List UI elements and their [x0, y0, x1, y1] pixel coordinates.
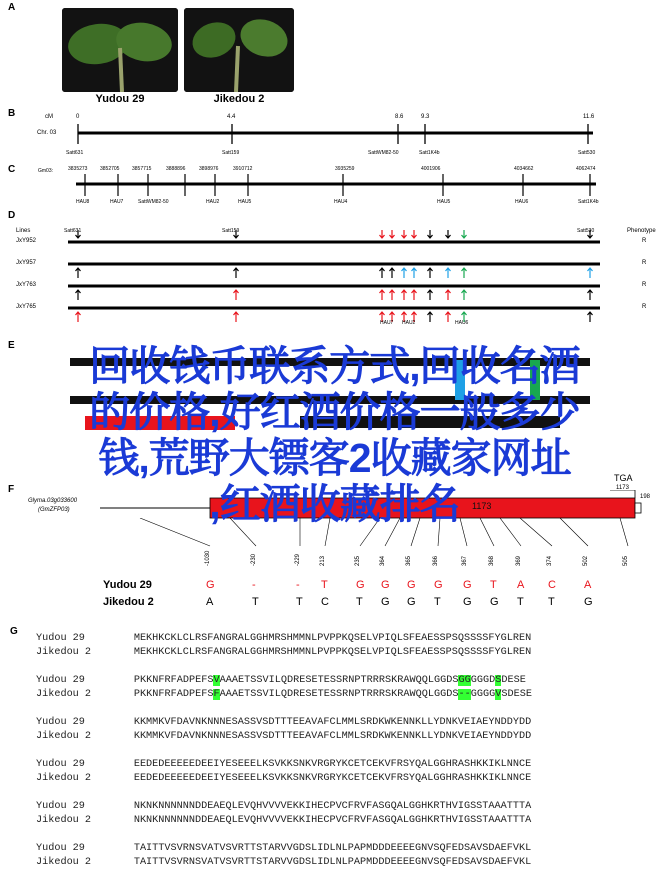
- marker-arrow-icon: [234, 268, 239, 278]
- allele-yudou: C: [548, 579, 556, 591]
- coord-label: 4062474: [576, 166, 596, 172]
- marker-arrow-icon: [428, 290, 433, 300]
- alignment-row: [36, 716, 531, 730]
- allele-jikedou: G: [381, 596, 390, 608]
- marker-arrow-icon: [412, 290, 417, 300]
- allele-yudou: A: [517, 579, 525, 591]
- phenotype-value: R: [642, 282, 647, 288]
- protein-sequence: EEDEDEEEEEDEEIYESEEELKSVKKSNKVRGRYKCETCEKVFRSYQALGGHRASHKKIKLNNCE: [133, 759, 532, 770]
- alignment-row: [36, 772, 531, 786]
- allele-jikedou: T: [356, 596, 363, 608]
- sequence-label: Jikedou 2: [36, 731, 134, 742]
- alignment-row: [36, 842, 531, 856]
- marker-arrow-icon: [402, 230, 407, 238]
- end-position: 198: [640, 494, 651, 500]
- marker-arrow-icon: [428, 268, 433, 278]
- panel-label-d: D: [8, 210, 16, 221]
- protein-sequence: PKKNFRFADPEFSVAAAETSSVILQDRESETESSRNPTRRRSKRAWQQLGGDSGGGGGDSDESE: [133, 675, 526, 686]
- alignment-row: [36, 856, 531, 870]
- marker-arrow-icon: [462, 230, 467, 238]
- marker-label: HAU6: [515, 199, 529, 205]
- panel-label-g: G: [10, 626, 18, 637]
- phenotype-header: Phenotype: [627, 228, 656, 234]
- sequence-label: Yudou 29: [36, 759, 134, 770]
- marker-label: HAU7: [110, 199, 124, 205]
- allele-yudou: G: [206, 579, 215, 591]
- sequence-label: Jikedou 2: [36, 689, 134, 700]
- marker-arrow-icon: [588, 290, 593, 300]
- alignment-row: [36, 646, 531, 660]
- marker-arrow-icon: [402, 268, 407, 278]
- snp-position: 502: [583, 555, 589, 566]
- alignment-row: [36, 688, 532, 702]
- marker-arrow-icon: [402, 290, 407, 300]
- marker-arrow-icon: [390, 290, 395, 300]
- stop-position: 1173: [616, 485, 629, 491]
- alignment-row: [36, 814, 531, 828]
- stop-codon: TGA: [614, 473, 633, 483]
- alignment-row: [36, 800, 531, 814]
- marker-arrow-icon: [76, 230, 81, 238]
- marker-label: HAU4: [334, 199, 348, 205]
- snp-connectors: [0, 518, 669, 578]
- line-name: JxY952: [16, 238, 37, 244]
- alignment-row: [36, 758, 531, 772]
- marker-label: HAU5: [238, 199, 252, 205]
- marker-arrow-icon: [380, 290, 385, 300]
- protein-sequence: KKMMKVFDAVNKNNNESASSVSDTTTEEAVAFCLMMLSRDKWKENNKLLYDNKVEIAEYNDDYDD: [133, 717, 532, 728]
- marker-arrow-icon: [446, 290, 451, 300]
- marker-arrow-icon: [380, 230, 385, 238]
- allele-jikedou: T: [517, 596, 524, 608]
- coord-label: 3898976: [199, 166, 219, 172]
- allele-yudou: G: [381, 579, 390, 591]
- marker-label: HAU2: [206, 199, 220, 205]
- lines-header: Lines: [16, 228, 31, 234]
- protein-sequence: PKKNFRFADPEFSFAAAETSSVILQDRESETESSRNPTRRRSKRAWQQLGGDS--GGGGVSDESE: [133, 689, 532, 700]
- coord-label: 3852705: [100, 166, 120, 172]
- allele-yudou: T: [490, 579, 497, 591]
- snp-position: 505: [623, 555, 629, 566]
- protein-sequence: TAITTVSVRNSVATVSVRTTSTARVVGDSLIDLNLPAPMDDDEEEEGNVSQFEDSAVSDAEFVKL: [133, 843, 532, 854]
- marker-arrow-icon: [428, 312, 433, 322]
- panel-label-a: A: [8, 2, 16, 13]
- allele-jikedou: T: [252, 596, 259, 608]
- marker-label: HAU5: [437, 199, 451, 205]
- coord-label: 3857715: [132, 166, 152, 172]
- phenotype-value: R: [642, 238, 647, 244]
- cm-tick: 4.4: [227, 114, 236, 120]
- marker-arrow-icon: [234, 290, 239, 300]
- chromosome-label: Chr. 03: [37, 130, 57, 136]
- snp-position: -230: [251, 553, 257, 566]
- coord-label: 3910712: [233, 166, 253, 172]
- marker-label: Satt530: [577, 228, 595, 234]
- sequence-label: Jikedou 2: [36, 857, 134, 868]
- overlay-text-line-4: ,红酒收藏排名: [209, 481, 460, 527]
- allele-yudou: -: [296, 579, 300, 591]
- snp-position: 365: [406, 555, 412, 566]
- marker-arrow-icon: [428, 230, 433, 238]
- protein-sequence: NKNKNNNNNNDDEAEQLEVQHVVVVEKKIHECPVCFRVFASGQALGGHKRTHVIGSSTAAATTTA: [133, 801, 532, 812]
- alignment-row: [36, 632, 531, 646]
- allele-jikedou: G: [490, 596, 499, 608]
- marker-label: Satt631: [66, 150, 84, 156]
- sequence-label: Jikedou 2: [36, 815, 134, 826]
- protein-sequence: MEKHKCKLCLRSFANGRALGGHMRSHMMNLPVPPKQSELVPIQLSFEAESSPSQSSSSFYGLREN: [133, 647, 532, 658]
- snp-position: -1030: [205, 550, 211, 566]
- photo-caption-jikedou: Jikedou 2: [213, 93, 265, 105]
- allele-yudou: G: [407, 579, 416, 591]
- marker-label: HAU2: [402, 320, 416, 326]
- sequence-label: Yudou 29: [36, 633, 134, 644]
- marker-arrow-icon: [446, 230, 451, 238]
- sequence-label: Jikedou 2: [36, 773, 134, 784]
- marker-arrow-icon: [462, 290, 467, 300]
- marker-label: HAU7: [380, 320, 394, 326]
- marker-label: SattWM82-50: [368, 150, 399, 156]
- allele-jikedou: G: [407, 596, 416, 608]
- allele-jikedou: A: [206, 596, 214, 608]
- marker-label: Satt1K4b: [578, 199, 599, 205]
- sequence-label: Yudou 29: [36, 675, 134, 686]
- snp-position: -229: [295, 553, 301, 566]
- gm-label: Gm03:: [38, 168, 54, 174]
- marker-arrow-icon: [76, 312, 81, 322]
- sequence-label: Yudou 29: [36, 717, 134, 728]
- allele-yudou: G: [434, 579, 443, 591]
- allele-jikedou: T: [296, 596, 303, 608]
- overlay-text-line-2: 的价格,好红酒价格一般多少: [89, 389, 580, 435]
- coord-label: 3888896: [166, 166, 186, 172]
- cm-tick: 0: [76, 114, 80, 120]
- marker-arrow-icon: [412, 268, 417, 278]
- allele-jikedou: C: [321, 596, 329, 608]
- allele-yudou: T: [321, 579, 328, 591]
- protein-sequence: EEDEDEEEEEDEEIYESEEELKSVKKSNKVRGRYKCETCEKVFRSYQALGGHRASHKKIKLNNCE: [133, 773, 532, 784]
- line-name: JxY765: [16, 304, 37, 310]
- snp-position: 369: [516, 555, 522, 566]
- line-name: JxY763: [16, 282, 37, 288]
- marker-label: HAU6: [455, 320, 469, 326]
- phenotype-value: R: [642, 304, 647, 310]
- coord-label: 4001906: [421, 166, 441, 172]
- allele-yudou: A: [584, 579, 592, 591]
- recombinant-lines: [0, 230, 669, 330]
- marker-arrow-icon: [588, 230, 593, 238]
- marker-arrow-icon: [76, 268, 81, 278]
- protein-sequence: TAITTVSVRNSVATVSVRTTSTARVVGDSLIDLNLPAPMDDDEEEEGNVSQFEDSAVSDAEFVKL: [133, 857, 532, 868]
- snp-position: 367: [462, 555, 468, 566]
- cm-label: cM: [45, 114, 53, 120]
- allele-jikedou: T: [548, 596, 555, 608]
- panel-label-f: F: [8, 484, 15, 495]
- chromosome-map: [0, 0, 669, 160]
- cds-length: 1173: [472, 501, 492, 511]
- marker-arrow-icon: [588, 268, 593, 278]
- snp-position: 374: [547, 555, 553, 566]
- coord-label: 3835273: [68, 166, 88, 172]
- marker-label: Satt530: [578, 150, 596, 156]
- panel-label-b: B: [8, 108, 16, 119]
- snp-position: 213: [320, 555, 326, 566]
- photo-caption-yudou: Yudou 29: [95, 93, 145, 105]
- marker-label: HAU8: [76, 199, 90, 205]
- sequence-label: Yudou 29: [36, 801, 134, 812]
- marker-label: SattWM82-50: [138, 199, 169, 205]
- protein-sequence: NKNKNNNNNNDDEAEQLEVQHVVVVEKKIHECPVCFRVFASGQALGGHKRTHVIGSSTAAATTTA: [133, 815, 532, 826]
- snp-position: 235: [355, 555, 361, 566]
- marker-label: Satt159: [222, 150, 240, 156]
- snp-position: 364: [380, 555, 386, 566]
- marker-label: Satt631: [64, 228, 82, 234]
- marker-arrow-icon: [234, 312, 239, 322]
- protein-sequence: KKMMKVFDAVNKNNNESASSVSDTTTEEAVAFCLMMLSRDKWKENNKLLYDNKVEIAEYNDDYDD: [133, 731, 532, 742]
- line-name: JxY957: [16, 260, 37, 266]
- marker-arrow-icon: [234, 230, 239, 238]
- marker-arrow-icon: [462, 268, 467, 278]
- alignment-row: [36, 674, 526, 688]
- allele-jikedou: G: [584, 596, 593, 608]
- allele-row-label-jikedou: Jikedou 2: [103, 596, 154, 608]
- marker-arrow-icon: [390, 230, 395, 238]
- marker-arrow-icon: [412, 230, 417, 238]
- cm-tick: 8.6: [395, 114, 404, 120]
- allele-yudou: G: [356, 579, 365, 591]
- panel-label-c: C: [8, 164, 16, 175]
- allele-jikedou: G: [463, 596, 472, 608]
- overlay-text-line-1: 回收钱币联系方式,回收名酒: [89, 343, 580, 389]
- snp-position: 366: [433, 555, 439, 566]
- panel-label-e: E: [8, 340, 15, 351]
- coord-label: 4034662: [514, 166, 534, 172]
- marker-arrow-icon: [76, 290, 81, 300]
- cm-tick: 9.3: [421, 114, 430, 120]
- sequence-label: Jikedou 2: [36, 647, 134, 658]
- sequence-label: Yudou 29: [36, 843, 134, 854]
- coord-label: 3935259: [335, 166, 355, 172]
- phenotype-value: R: [642, 260, 647, 266]
- allele-jikedou: T: [434, 596, 441, 608]
- marker-arrow-icon: [390, 268, 395, 278]
- marker-arrow-icon: [588, 312, 593, 322]
- overlay-text-line-3: 钱,荒野大镖客2收藏家网址: [98, 435, 571, 481]
- marker-label: Satt1K4b: [419, 150, 440, 156]
- gene-alias: (GmZFP03): [38, 507, 70, 513]
- cm-tick: 11.6: [583, 114, 595, 120]
- protein-sequence: MEKHKCKLCLRSFANGRALGGHMRSHMMNLPVPPKQSELVPIQLSFEAESSPSQSSSSFYGLREN: [133, 633, 532, 644]
- gene-id: Glyma.03g033600: [28, 498, 78, 504]
- marker-arrow-icon: [446, 312, 451, 322]
- allele-yudou: G: [463, 579, 472, 591]
- allele-yudou: -: [252, 579, 256, 591]
- snp-position: 368: [489, 555, 495, 566]
- marker-arrow-icon: [446, 268, 451, 278]
- allele-row-label-yudou: Yudou 29: [103, 579, 152, 591]
- marker-arrow-icon: [380, 268, 385, 278]
- marker-label: Satt159: [222, 228, 240, 234]
- alignment-row: [36, 730, 531, 744]
